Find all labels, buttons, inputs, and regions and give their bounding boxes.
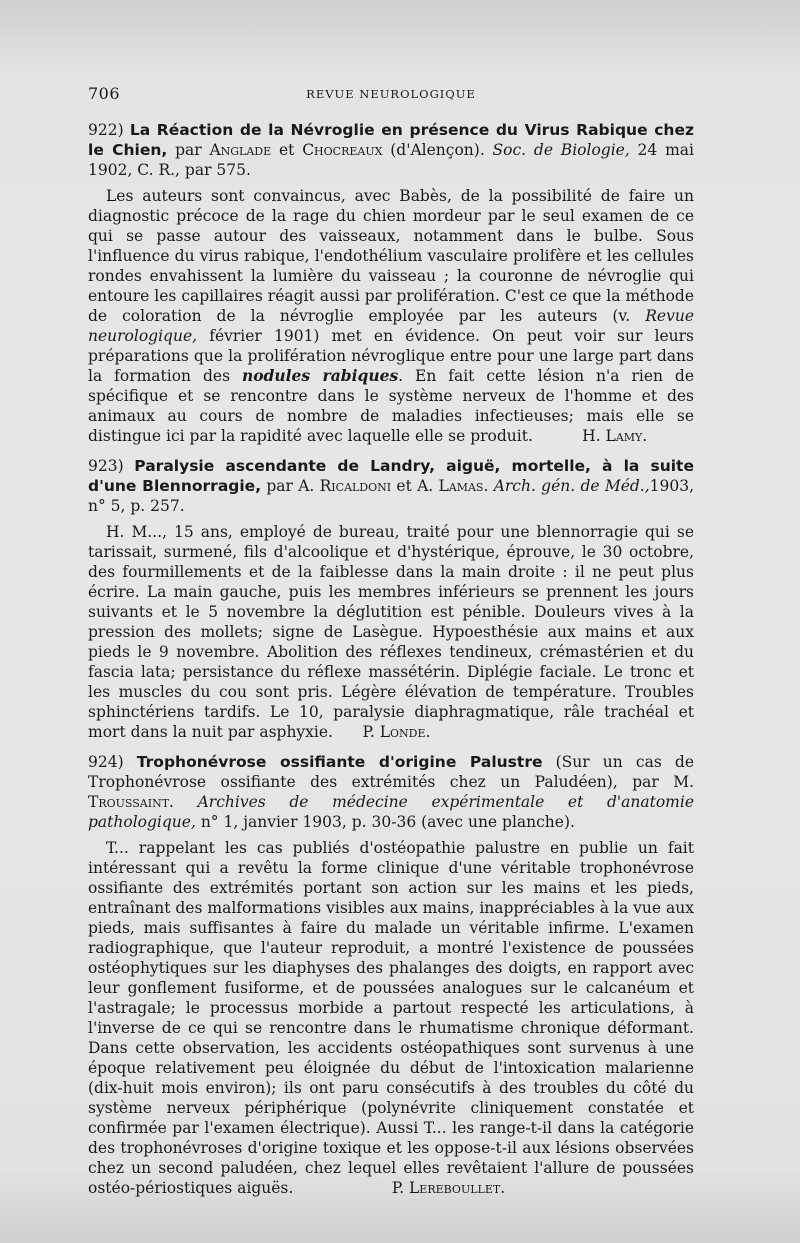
abstract-entry bbox=[88, 752, 694, 1198]
journal-name: Revue neurologique, bbox=[88, 307, 694, 345]
journal-name: Arch. gén. de Méd., bbox=[493, 477, 650, 495]
body-text: T... rappelant les cas publiés d'ostéopathie palustre en publie un fait intéressant qui a revêtu la forme clinique d'une véritable trophonévrose ossifiante des extrémités portant son action sur les mains et les pieds, entraînant des malformations visibles aux mains, inappréciables à la vue aux pieds, mais suffisantes à faire du malade un véritable infirme. L'examen radiographique, que l'auteur reproduit, a montré l'existence de poussées ostéophytiques sur les diaphyses des phalanges des doigts, en rapport avec leur gonflement fusiforme, et de poussées analogues sur le calcanéum et l'astragale; le processus morbide a partout respecté les articulations, à l'inverse de ce qui se rencontre dans le rhumatisme chronique déformant. Dans cette observation, les accidents ostéopathiques sont survenus à une époque relativement peu éloignée du début de l'intoxication malarienne (dix-huit mois environ); ils ont paru consécutifs à des troubles du côté du système nerveux périphérique (polynévrite cliniquement constatée et confirmée par l'examen électrique). Aussi T... les range-t-il dans la catégorie des trophonévroses d'origine toxique et les oppose-t-il aux lésions observées chez un second paludéen, chez lequel elles revêtaient l'allure de poussées ostéo-périostiques aiguës. bbox=[88, 839, 694, 1197]
author-name: Anglade bbox=[209, 141, 272, 159]
entry-citation bbox=[88, 752, 694, 832]
signature: P. Londe. bbox=[362, 723, 431, 741]
signature: H. Lamy. bbox=[582, 427, 648, 445]
citation-text: . bbox=[483, 477, 494, 495]
citation-text: 24 mai 1902, C. R., par 575. bbox=[88, 141, 694, 179]
entry-title: Trophonévrose ossifiante d'origine Palustre bbox=[136, 753, 543, 771]
entry-citation bbox=[88, 120, 694, 180]
article-body bbox=[88, 120, 694, 1208]
running-head: REVUE NEUROLOGIQUE bbox=[306, 87, 476, 101]
citation-text: (d'Alençon). bbox=[382, 141, 493, 159]
entry-body bbox=[88, 186, 694, 446]
page-number: 706 bbox=[88, 84, 121, 103]
journal-name: Soc. de Biologie, bbox=[492, 141, 630, 159]
entry-number: 923) bbox=[88, 457, 124, 475]
emphasis-text: nodules rabiques bbox=[241, 366, 399, 385]
entry-citation bbox=[88, 456, 694, 516]
abstract-entry bbox=[88, 456, 694, 742]
author-name: Chocreaux bbox=[302, 141, 383, 159]
abstract-entry bbox=[88, 120, 694, 446]
author-name: Troussaint bbox=[88, 793, 170, 811]
citation-text: 1903, n° 5, p. 257. bbox=[88, 477, 695, 515]
citation-text: (Sur un cas de Trophonévrose ossifiante des extrémités chez un Paludéen), par M. bbox=[88, 753, 695, 791]
body-text: H. M..., 15 ans, employé de bureau, traité pour une blennorragie qui se tarissait, surmené, fils d'alcoolique et d'hystérique, éprouve, le 30 octobre, des fourmillements et de la faiblesse dans la main droite : il ne peut plus écrire. La main gauche, puis les membres inférieurs se prennent les jours suivants et le 5 novembre la déglutition est pénible. Douleurs vives à la pression des mollets; signe de Lasègue. Hypoesthésie aux mains et aux pieds le 9 novembre. Abolition des réflexes tendineux, crémastérien et du fascia lata; persistance du réflexe massétérin. Diplégie faciale. Le tronc et les muscles du cou sont pris. Légère élévation de température. Troubles sphinctériens tardifs. Le 10, paralysie diaphragmatique, râle trachéal et mort dans la nuit par asphyxie. bbox=[88, 523, 694, 741]
entry-number: 922) bbox=[88, 121, 124, 139]
citation-text: par bbox=[167, 141, 210, 159]
citation-text: par bbox=[261, 477, 299, 495]
page-header bbox=[88, 84, 694, 108]
journal-name: Archives de médecine expérimentale et d'anatomie pathologique, bbox=[88, 793, 694, 831]
entry-title: La Réaction de la Névroglie en présence du Virus Rabique chez le Chien, bbox=[88, 121, 694, 159]
body-text: février 1901) met en évidence. On peut voir sur leurs préparations que la prolifération névroglique entre pour une large part dans la formation des bbox=[88, 327, 694, 385]
citation-text: . bbox=[169, 793, 198, 811]
entry-body bbox=[88, 522, 694, 742]
signature: P. Lereboullet. bbox=[391, 1179, 506, 1197]
citation-text: et bbox=[391, 477, 418, 495]
body-text: . En fait cette lésion n'a rien de spécifique et se rencontre dans le système nerveux de l'homme et des animaux au cours de nombre de maladies infectieuses; mais elle se distingue ici par la rapidité avec laquelle elle se produit. bbox=[88, 367, 694, 445]
author-name: A. Ricaldoni bbox=[298, 477, 392, 495]
citation-text: et bbox=[271, 141, 303, 159]
author-name: A. Lamas bbox=[417, 477, 484, 495]
citation-text: n° 1, janvier 1903, p. 30-36 (avec une planche). bbox=[195, 813, 575, 831]
entry-number: 924) bbox=[88, 753, 124, 771]
entry-body bbox=[88, 838, 694, 1198]
body-text: Les auteurs sont convaincus, avec Babès, de la possibilité de faire un diagnostic précoce de la rage du chien mordeur par le seul examen de ce qui se passe autour des vaisseaux, notamment dans le bulbe. Sous l'influence du virus rabique, l'endothélium vasculaire prolifère et les cellules rondes envahissent la lumière du vaisseau ; la couronne de névroglie qui entoure les capillaires réagit aussi par prolifération. C'est ce que la méthode de coloration de la névroglie employée par les auteurs (v. bbox=[88, 187, 694, 325]
entry-title: Paralysie ascendante de Landry, aiguë, mortelle, à la suite d'une Blennorragie, bbox=[88, 457, 694, 495]
